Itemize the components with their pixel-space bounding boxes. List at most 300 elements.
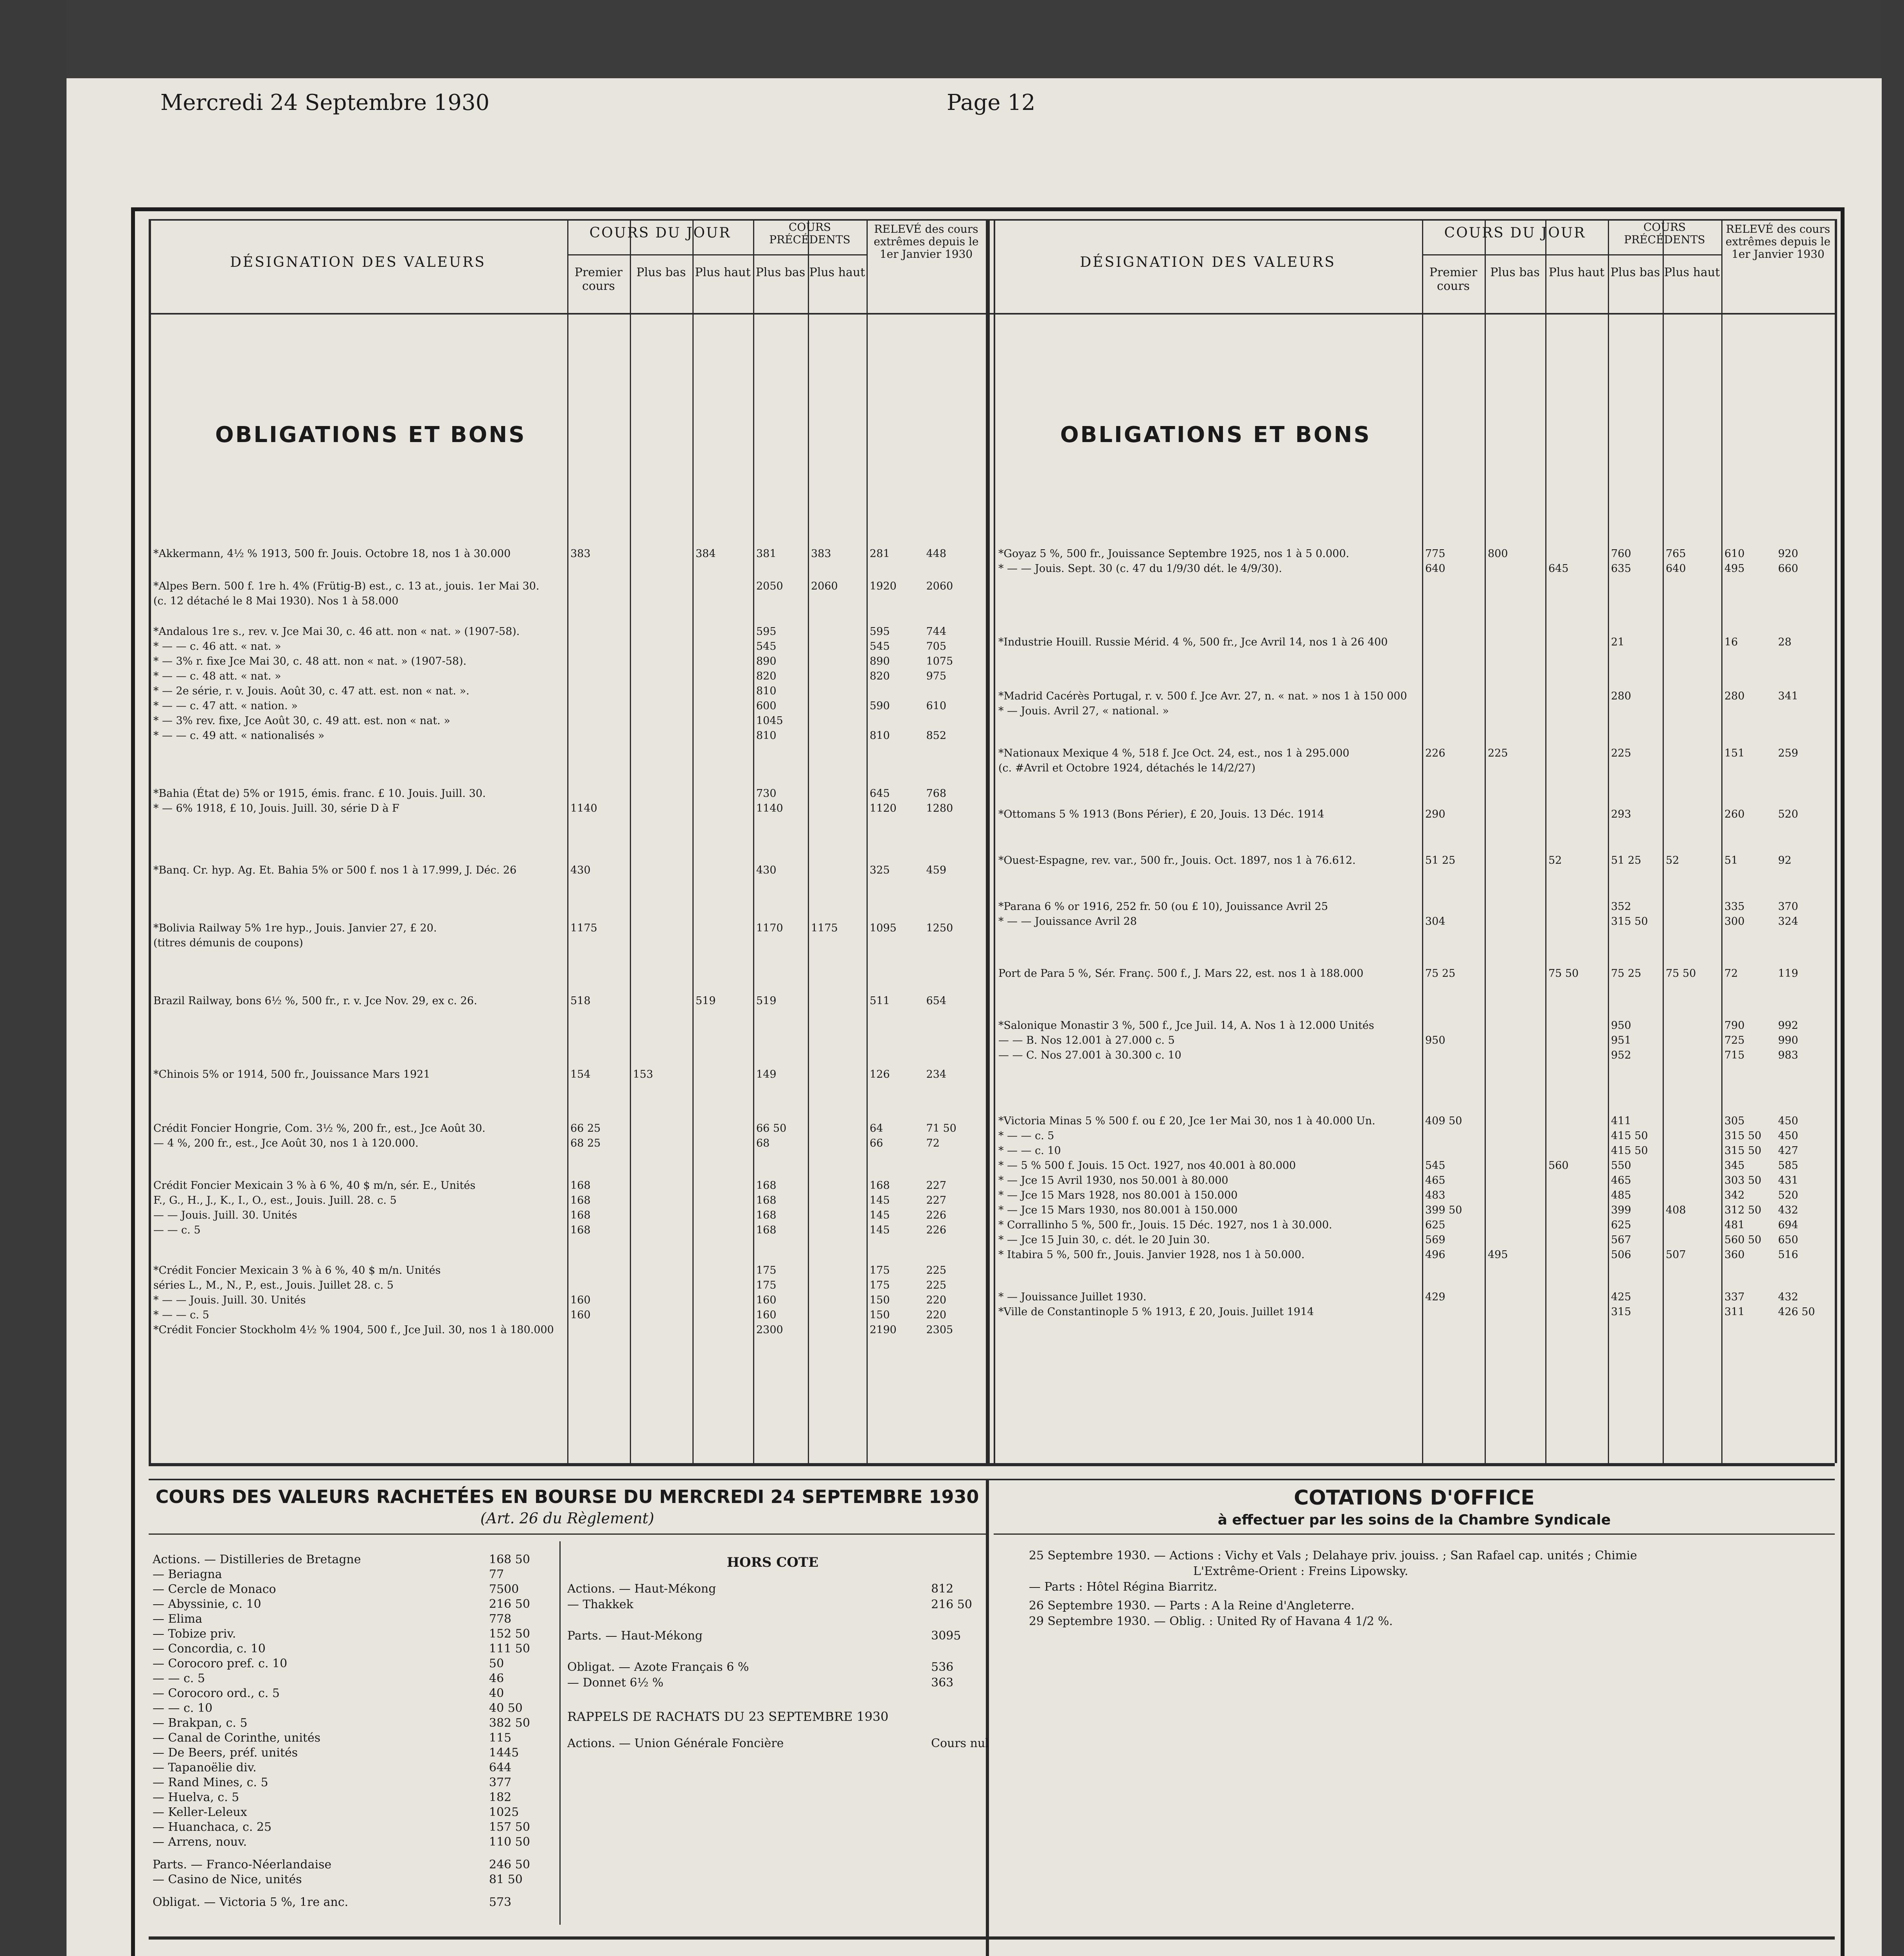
row-name-right-11: Port de Para 5 %, Sér. Franç. 500 f., J. Mars 22, est. nos 1 à 188.000 [998,967,1364,980]
row-value-right-21-4: 408 [1666,1204,1686,1216]
row-value-left-11-5: 645 [870,787,890,800]
row-value-left-17-3: 149 [756,1068,777,1080]
row-value-right-21-5: 312 50 [1724,1204,1762,1216]
row-value-right-8-3: 51 25 [1611,854,1642,867]
row-value-left-12-3: 1140 [756,802,783,814]
row-value-right-5-0: 226 [1425,747,1446,759]
row-value-right-24-5: 360 [1724,1249,1745,1261]
row-name-right-0: *Goyaz 5 %, 500 fr., Jouissance Septembre 1925, nos 1 à 5 0.000. [998,548,1349,560]
row-value-left-16-2: 519 [696,995,716,1007]
table-middle-divider-inner [994,219,995,1463]
row-name-left-17: *Chinois 5% or 1914, 500 fr., Jouissance Mars 1921 [153,1068,430,1080]
row-value-right-8-6: 92 [1778,854,1792,867]
row-name-right-14: — — C. Nos 27.001 à 30.300 c. 10 [998,1049,1181,1061]
rachetees-sub-rule [149,1534,986,1535]
row-value-right-7-3: 293 [1611,808,1631,820]
row-value-right-26-5: 311 [1724,1306,1745,1318]
rachetee-value-1: 77 [489,1568,504,1581]
row-value-left-10-6: 852 [926,730,947,742]
row-name-left-28: *Crédit Foncier Stockholm 4½ % 1904, 500 f., Jce Juil. 30, nos 1 à 180.000 [153,1324,554,1336]
row-value-right-7-0: 290 [1425,808,1446,820]
row-value-left-14-5: 1095 [870,922,897,934]
rachetee-name-5: — Tobize priv. [153,1627,236,1641]
rachetee-value-12: 115 [489,1731,512,1745]
hors-cote-value-4: 363 [931,1676,954,1690]
row-value-left-20-3: 168 [756,1179,777,1192]
rachetee-name-14: — Tapanoëlie div. [153,1761,257,1774]
cotations-subtitle: à effectuer par les soins de la Chambre Syndicale [1217,1512,1611,1528]
cotation-line-3: 26 Septembre 1930. — Parts : A la Reine d'Angleterre. [1029,1599,1355,1613]
row-value-right-25-5: 337 [1724,1291,1745,1303]
row-value-left-20-6: 227 [926,1179,947,1192]
table-middle-divider [986,219,990,1463]
row-name-right-21: * — Jce 15 Mars 1930, nos 80.001 à 150.000 [998,1204,1238,1216]
row-value-left-25-5: 175 [870,1279,890,1291]
table-top-rule [149,219,1835,221]
subhead-rule-prec-right [1608,254,1721,255]
row-value-right-5-1: 225 [1488,747,1508,759]
row-value-right-10-3: 315 50 [1611,915,1648,928]
row-value-right-23-6: 650 [1778,1234,1798,1246]
hors-cote-title: HORS COTE [726,1555,819,1570]
row-value-left-20-5: 168 [870,1179,890,1192]
row-name-right-5: *Nationaux Mexique 4 %, 518 f. Jce Oct. 24, est., nos 1 à 295.000 [998,747,1350,759]
row-value-right-3-3: 280 [1611,690,1631,702]
row-value-left-16-3: 519 [756,995,777,1007]
row-value-left-28-6: 2305 [926,1324,953,1336]
row-value-left-0-0: 383 [570,548,591,560]
row-name-left-10: * — — c. 49 att. « nationalisés » [153,730,325,742]
row-value-left-13-5: 325 [870,864,890,876]
row-value-right-18-6: 585 [1778,1160,1798,1172]
rappels-rachats-name: Actions. — Union Générale Foncière [567,1737,784,1750]
row-value-left-18-6: 71 50 [926,1122,956,1134]
hors-cote-name-2: Parts. — Haut-Mékong [567,1629,703,1643]
row-value-right-11-6: 119 [1778,967,1798,980]
row-value-right-18-0: 545 [1425,1160,1446,1172]
rachetee-value-22: 573 [489,1895,512,1909]
hors-cote-name-3: Obligat. — Azote Français 6 % [567,1660,749,1674]
row-name-left-25: séries L., M., N., P., est., Jouis. Juillet 28. c. 5 [153,1279,394,1291]
rachetee-value-11: 382 50 [489,1716,530,1730]
row-value-right-23-3: 567 [1611,1234,1631,1246]
row-value-right-26-3: 315 [1611,1306,1631,1318]
col-rule-left-5 [867,219,868,1463]
col-rule-left-bas [630,254,631,313]
row-value-right-10-6: 324 [1778,915,1798,928]
row-value-left-8-6: 610 [926,700,947,712]
row-value-left-6-5: 820 [870,670,890,682]
row-value-right-0-3: 760 [1611,548,1631,560]
row-value-left-12-0: 1140 [570,802,597,814]
row-value-right-12-5: 790 [1724,1019,1745,1032]
header-plus-bas-left: Plus bas [636,266,686,279]
rachetee-value-4: 778 [489,1612,512,1626]
row-value-left-1-4: 2060 [811,580,838,592]
rachetees-title: COURS DES VALEURS RACHETÉES EN BOURSE DU MERCREDI 24 SEPTEMBRE 1930 [155,1486,979,1507]
row-value-left-8-5: 590 [870,700,890,712]
row-value-right-8-5: 51 [1724,854,1738,867]
row-value-left-20-0: 168 [570,1179,591,1192]
row-value-right-24-3: 506 [1611,1249,1631,1261]
row-value-left-4-5: 545 [870,640,890,653]
row-value-left-19-6: 72 [926,1137,940,1149]
row-name-left-22: — — Jouis. Juill. 30. Unités [153,1209,297,1221]
row-name-left-3: *Andalous 1re s., rev. v. Jce Mai 30, c. 46 att. non « nat. » (1907-58). [153,626,520,638]
rachetee-value-15: 377 [489,1776,512,1789]
row-value-right-25-0: 429 [1425,1291,1446,1303]
row-name-right-23: * — Jce 15 Juin 30, c. dét. le 20 Juin 30. [998,1234,1210,1246]
row-value-left-16-0: 518 [570,995,591,1007]
row-value-right-16-3: 415 50 [1611,1130,1648,1142]
rachetee-name-18: — Huanchaca, c. 25 [153,1820,272,1834]
cotation-line-1: L'Extrême-Orient : Freins Lipowsky. [1193,1564,1408,1578]
row-value-left-14-6: 1250 [926,922,953,934]
row-value-right-18-2: 560 [1548,1160,1569,1172]
rachetees-col-divider [559,1541,561,1925]
mid-divider-2 [986,1479,989,1936]
row-value-left-23-0: 168 [570,1224,591,1236]
cotation-line-0: 25 Septembre 1930. — Actions : Vichy et Vals ; Delahaye priv. jouiss. ; San Rafael cap. unités ; Chimie [1029,1549,1637,1562]
row-value-right-25-6: 432 [1778,1291,1798,1303]
rachetee-name-15: — Rand Mines, c. 5 [153,1776,268,1789]
col-rule-right-bas [1485,254,1486,313]
row-value-right-0-0: 775 [1425,548,1446,560]
cotations-sub-rule [994,1534,1835,1535]
row-value-right-0-1: 800 [1488,548,1508,560]
rachetees-subtitle: (Art. 26 du Règlement) [480,1510,654,1527]
row-name-left-5: * — 3% r. fixe Jce Mai 30, c. 48 att. non « nat. » (1907-58). [153,655,467,667]
rachetee-value-19: 110 50 [489,1835,530,1849]
header-premier-cours-right: Premier cours [1429,266,1478,293]
table-header-rule [149,313,1835,315]
row-value-left-1-5: 1920 [870,580,897,592]
row-value-right-13-6: 990 [1778,1034,1798,1046]
row-value-right-11-4: 75 50 [1666,967,1696,980]
rachetee-value-3: 216 50 [489,1597,530,1611]
row-value-left-18-0: 66 25 [570,1122,601,1134]
rachetee-name-16: — Huelva, c. 5 [153,1791,239,1804]
row-value-left-1-6: 2060 [926,580,953,592]
col-rule-left-0 [567,219,568,1463]
row-value-left-11-3: 730 [756,787,777,800]
row-value-right-12-6: 992 [1778,1019,1798,1032]
row-value-left-21-6: 227 [926,1194,947,1206]
row-value-left-11-6: 768 [926,787,947,800]
section-title-right: OBLIGATIONS ET BONS [1060,422,1371,448]
cotation-line-2: — Parts : Hôtel Régina Biarritz. [1029,1580,1217,1594]
row-value-left-14-0: 1175 [570,922,597,934]
row-value-left-22-5: 145 [870,1209,890,1221]
rachetee-name-19: — Arrens, nouv. [153,1835,247,1849]
rachetee-value-18: 157 50 [489,1820,530,1834]
row-name-left-2: (c. 12 détaché le 8 Mai 1930). Nos 1 à 58.000 [153,595,399,607]
row-name-left-0: *Akkermann, 4½ % 1913, 500 fr. Jouis. Octobre 18, nos 1 à 30.000 [153,548,511,560]
row-value-right-1-2: 645 [1548,563,1569,575]
row-value-left-5-5: 890 [870,655,890,667]
row-value-right-0-4: 765 [1666,548,1686,560]
row-value-left-23-3: 168 [756,1224,777,1236]
row-value-left-4-6: 705 [926,640,947,653]
row-value-left-19-0: 68 25 [570,1137,601,1149]
header-plus-bas-right: Plus bas [1490,266,1540,279]
row-name-right-19: * — Jce 15 Avril 1930, nos 50.001 à 80.000 [998,1174,1228,1187]
row-value-left-6-3: 820 [756,670,777,682]
row-value-right-16-5: 315 50 [1724,1130,1762,1142]
row-value-left-16-6: 654 [926,995,947,1007]
row-value-left-3-5: 595 [870,626,890,638]
mid-divider-3 [986,1936,989,1956]
row-value-left-1-3: 2050 [756,580,783,592]
row-value-right-20-0: 483 [1425,1189,1446,1201]
rachetee-value-5: 152 50 [489,1627,530,1641]
row-name-right-18: * — 5 % 500 f. Jouis. 15 Oct. 1927, nos 40.001 à 80.000 [998,1160,1296,1172]
row-value-right-21-0: 399 50 [1425,1204,1462,1216]
rachetee-name-17: — Keller-Leleux [153,1805,247,1819]
row-value-left-14-4: 1175 [811,922,838,934]
row-value-right-1-0: 640 [1425,563,1446,575]
row-value-left-28-3: 2300 [756,1324,783,1336]
row-value-left-8-3: 600 [756,700,777,712]
row-value-left-18-5: 64 [870,1122,883,1134]
row-value-right-16-6: 450 [1778,1130,1798,1142]
row-value-right-1-5: 495 [1724,563,1745,575]
row-name-right-2: *Industrie Houill. Russie Mérid. 4 %, 500 fr., Jce Avril 14, nos 1 à 26 400 [998,636,1388,648]
row-value-right-19-5: 303 50 [1724,1174,1762,1187]
row-name-left-24: *Crédit Foncier Mexicain 3 % à 6 %, 40 $ m/n. Unités [153,1264,441,1276]
scan-border-right [1881,0,1904,1956]
row-value-right-21-6: 432 [1778,1204,1798,1216]
rachetee-name-4: — Elima [153,1612,202,1626]
row-value-right-8-2: 52 [1548,854,1562,867]
rachetee-name-2: — Cercle de Monaco [153,1582,276,1596]
rachetee-name-21: — Casino de Nice, unités [153,1873,302,1886]
row-name-left-12: * — 6% 1918, £ 10, Jouis. Juill. 30, série D à F [153,802,399,814]
rachetee-name-0: Actions. — Distilleries de Bretagne [153,1553,361,1566]
row-name-left-21: F., G., H., J., K., I., O., est., Jouis. Juill. 28. c. 5 [153,1194,397,1206]
cotation-line-4: 29 Septembre 1930. — Oblig. : United Ry of Havana 4 1/2 %. [1029,1614,1393,1628]
header-cours-precedents-left: COURS PRÉCÉDENTS [769,221,850,246]
row-value-right-24-4: 507 [1666,1249,1686,1261]
hors-cote-value-3: 536 [931,1660,954,1674]
row-value-right-7-5: 260 [1724,808,1745,820]
rachetee-name-9: — Corocoro ord., c. 5 [153,1686,280,1700]
rachetees-top-rule [149,1479,1835,1480]
row-value-left-3-3: 595 [756,626,777,638]
row-value-left-13-0: 430 [570,864,591,876]
row-name-right-7: *Ottomans 5 % 1913 (Bons Périer), £ 20, Jouis. 13 Déc. 1914 [998,808,1324,820]
row-value-left-25-3: 175 [756,1279,777,1291]
hors-cote-value-1: 216 50 [931,1598,972,1611]
row-value-right-17-3: 415 50 [1611,1145,1648,1157]
page-number: Page 12 [947,90,1036,115]
table-bottom-rule [149,1463,1835,1466]
row-value-left-28-5: 2190 [870,1324,897,1336]
row-value-left-21-0: 168 [570,1194,591,1206]
row-value-right-9-5: 335 [1724,901,1745,913]
row-name-right-6: (c. #Avril et Octobre 1924, détachés le 14/2/27) [998,762,1256,774]
col-rule-right-2 [1545,219,1546,1463]
row-value-right-13-0: 950 [1425,1034,1446,1046]
cotations-title: COTATIONS D'OFFICE [1294,1486,1535,1510]
row-value-left-0-3: 381 [756,548,777,560]
row-value-right-26-6: 426 50 [1778,1306,1815,1318]
row-value-left-26-3: 160 [756,1294,777,1306]
row-value-left-24-6: 225 [926,1264,947,1276]
rachetee-value-17: 1025 [489,1805,519,1819]
row-name-left-7: * — 2e série, r. v. Jouis. Août 30, c. 47 att. est. non « nat. ». [153,685,469,697]
rachetee-value-2: 7500 [489,1582,519,1596]
row-value-right-22-3: 625 [1611,1219,1631,1231]
row-value-right-21-3: 399 [1611,1204,1631,1216]
row-value-right-14-3: 952 [1611,1049,1631,1061]
row-value-right-9-3: 352 [1611,901,1631,913]
row-value-left-17-0: 154 [570,1068,591,1080]
row-value-right-20-3: 485 [1611,1189,1631,1201]
row-name-right-25: * — Jouissance Juillet 1930. [998,1291,1147,1303]
rachetee-value-0: 168 50 [489,1553,530,1566]
hors-cote-value-0: 812 [931,1582,954,1596]
row-value-left-21-3: 168 [756,1194,777,1206]
row-name-left-19: — 4 %, 200 fr., est., Jce Août 30, nos 1 à 120.000. [153,1137,419,1149]
header-cours-precedents-right: COURS PRÉCÉDENTS [1624,221,1705,246]
row-value-left-0-5: 281 [870,548,890,560]
row-name-left-27: * — — c. 5 [153,1309,209,1321]
rachetee-value-7: 50 [489,1657,504,1670]
row-name-left-8: * — — c. 47 att. « nation. » [153,700,298,712]
row-value-right-1-6: 660 [1778,563,1798,575]
row-value-right-5-3: 225 [1611,747,1631,759]
row-value-right-5-6: 259 [1778,747,1798,759]
row-name-right-17: * — — c. 10 [998,1145,1061,1157]
row-value-left-27-0: 160 [570,1309,591,1321]
rachetee-value-6: 111 50 [489,1642,530,1656]
row-name-right-16: * — — c. 5 [998,1130,1054,1142]
row-value-right-11-5: 72 [1724,967,1738,980]
row-value-left-27-6: 220 [926,1309,947,1321]
rachetee-value-8: 46 [489,1672,504,1685]
row-value-right-19-0: 465 [1425,1174,1446,1187]
row-value-right-3-6: 341 [1778,690,1798,702]
row-value-left-17-1: 153 [633,1068,653,1080]
row-value-right-19-3: 465 [1611,1174,1631,1187]
row-value-left-3-6: 744 [926,626,947,638]
row-value-left-26-6: 220 [926,1294,947,1306]
subhead-rule-prec-left [753,254,867,255]
col-rule-left-2 [692,219,694,1463]
row-value-left-0-2: 384 [696,548,716,560]
rachetee-name-22: Obligat. — Victoria 5 %, 1re anc. [153,1895,349,1909]
col-rule-right-5 [1721,219,1722,1463]
row-name-right-13: — — B. Nos 12.001 à 27.000 c. 5 [998,1034,1175,1046]
subhead-rule-jour-left [567,254,753,255]
row-value-right-22-0: 625 [1425,1219,1446,1231]
row-value-right-13-3: 951 [1611,1034,1631,1046]
col-rule-right-0 [1422,219,1423,1463]
header-prec-plus-bas-left: Plus bas [755,266,805,279]
row-value-right-22-6: 694 [1778,1219,1798,1231]
col-rule-left-4 [808,219,809,1463]
row-value-left-26-0: 160 [570,1294,591,1306]
row-value-left-23-6: 226 [926,1224,947,1236]
col-rule-right-3 [1608,219,1609,1463]
header-prec-plus-haut-right: Plus haut [1664,266,1720,279]
row-value-right-15-0: 409 50 [1425,1115,1462,1127]
row-value-left-27-5: 150 [870,1309,890,1321]
row-value-left-7-3: 810 [756,685,777,697]
row-value-left-10-3: 810 [756,730,777,742]
row-value-right-24-6: 516 [1778,1249,1798,1261]
row-value-left-23-5: 145 [870,1224,890,1236]
row-name-left-1: *Alpes Bern. 500 f. 1re h. 4% (Frütig-B) est., c. 13 at., jouis. 1er Mai 30. [153,580,539,592]
row-value-right-9-6: 370 [1778,901,1798,913]
row-name-left-9: * — 3% rev. fixe, Jce Août 30, c. 49 att. est. non « nat. » [153,715,450,727]
hors-cote-value-2: 3095 [931,1629,961,1643]
rachetee-value-13: 1445 [489,1746,519,1760]
row-name-left-14: *Bolivia Railway 5% 1re hyp., Jouis. Janvier 27, £ 20. [153,922,437,934]
row-value-right-10-0: 304 [1425,915,1446,928]
row-value-right-24-1: 495 [1488,1249,1508,1261]
row-name-right-22: * Corrallinho 5 %, 500 fr., Jouis. 15 Déc. 1927, nos 1 à 30.000. [998,1219,1332,1231]
row-name-right-3: *Madrid Cacérès Portugal, r. v. 500 f. Jce Avr. 27, n. « nat. » nos 1 à 150 000 [998,690,1407,702]
row-name-left-11: *Bahia (État de) 5% or 1915, émis. franc. £ 10. Jouis. Juill. 30. [153,787,486,800]
row-value-right-3-5: 280 [1724,690,1745,702]
table-left-edge [149,219,151,1463]
row-value-right-19-6: 431 [1778,1174,1798,1187]
rachetee-name-11: — Brakpan, c. 5 [153,1716,248,1730]
row-value-right-14-5: 715 [1724,1049,1745,1061]
header-designation-left: DÉSIGNATION DES VALEURS [230,254,486,270]
rachetee-name-3: — Abyssinie, c. 10 [153,1597,261,1611]
row-value-left-17-6: 234 [926,1068,947,1080]
rachetee-name-6: — Concordia, c. 10 [153,1642,266,1656]
header-cours-du-jour-right: COURS DU JOUR [1444,225,1586,241]
row-value-left-21-5: 145 [870,1194,890,1206]
row-value-left-22-0: 168 [570,1209,591,1221]
row-name-right-24: * Itabira 5 %, 500 fr., Jouis. Janvier 1928, nos 1 à 50.000. [998,1249,1305,1261]
row-value-right-17-6: 427 [1778,1145,1798,1157]
rappels-rachats-value: Cours nul [931,1737,989,1750]
row-value-left-9-3: 1045 [756,715,783,727]
row-value-right-5-5: 151 [1724,747,1745,759]
row-name-right-1: * — — Jouis. Sept. 30 (c. 47 du 1/9/30 dét. le 4/9/30). [998,563,1282,575]
hors-cote-name-0: Actions. — Haut-Mékong [567,1582,716,1596]
row-value-right-24-0: 496 [1425,1249,1446,1261]
row-value-right-10-5: 300 [1724,915,1745,928]
row-name-left-15: (titres démunis de coupons) [153,937,303,949]
rachetee-value-16: 182 [489,1791,512,1804]
row-name-right-26: *Ville de Constantinople 5 % 1913, £ 20, Jouis. Juillet 1914 [998,1306,1314,1318]
scan-border-left [0,0,67,1956]
row-value-right-20-6: 520 [1778,1189,1798,1201]
row-name-left-13: *Banq. Cr. hyp. Ag. Et. Bahia 5% or 500 f. nos 1 à 17.999, J. Déc. 26 [153,864,517,876]
row-value-left-22-3: 168 [756,1209,777,1221]
row-value-right-22-5: 481 [1724,1219,1745,1231]
row-value-left-4-3: 545 [756,640,777,653]
rachetee-name-1: — Beriagna [153,1568,222,1581]
rappels-rachats-title: RAPPELS DE RACHATS DU 23 SEPTEMBRE 1930 [567,1709,889,1724]
row-value-left-12-5: 1120 [870,802,897,814]
changes-top-rule [149,1936,1835,1940]
row-value-left-14-3: 1170 [756,922,783,934]
row-value-right-25-3: 425 [1611,1291,1631,1303]
col-rule-right-1 [1485,219,1486,1463]
row-value-left-24-3: 175 [756,1264,777,1276]
row-value-right-18-3: 550 [1611,1160,1631,1172]
row-name-left-6: * — — c. 48 att. « nat. » [153,670,281,682]
row-value-left-5-3: 890 [756,655,777,667]
col-rule-right-4 [1663,219,1664,1463]
